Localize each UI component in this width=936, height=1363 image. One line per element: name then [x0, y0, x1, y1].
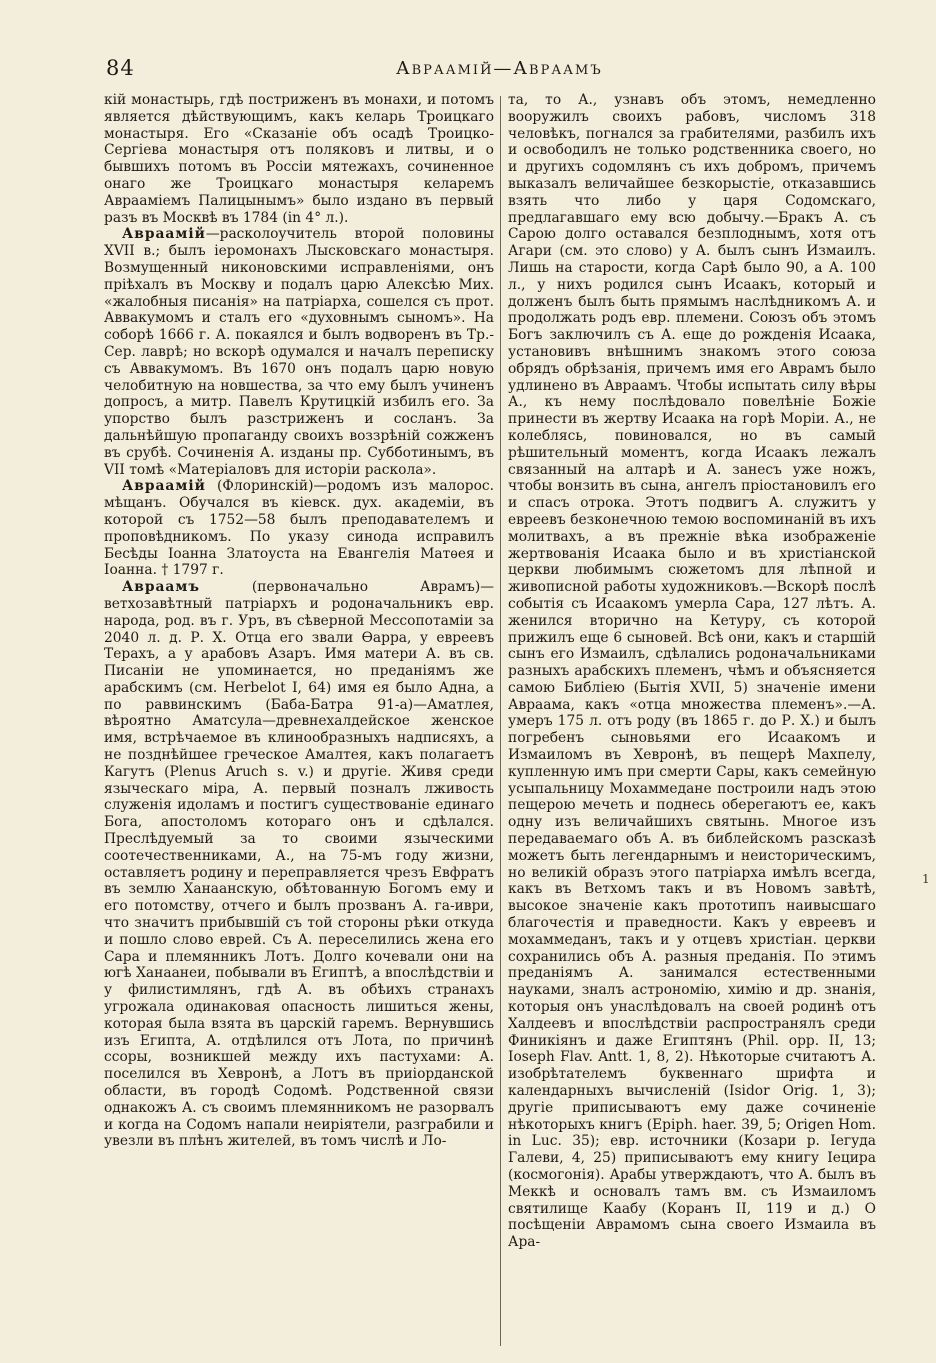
left-column	[104, 92, 494, 1354]
entry-paragraph	[104, 226, 494, 478]
paragraph	[508, 92, 876, 1251]
entry-paragraph	[104, 579, 494, 1150]
paragraph-text: та, то А., узнавъ объ этомъ, немедленно вооружилъ своихъ рабовъ, числомъ 318 человѣкъ, погнался за грабителями, разбилъ ихъ и освободилъ не только родственника своего, но и другихъ содомлянъ съ ихъ добромъ, причемъ выказалъ величайшее безкорыстіе, отказавшись взять что либо у царя Содомскаго, предлагавшаго ему всю добычу.—Бракъ А. съ Сарою долго оставался безплоднымъ, хотя отъ Агари (см. это слово) у А. былъ сынъ Измаилъ. Лишь на старости, когда Сарѣ было 90, а А. 100 л., у нихъ родился сынъ Исаакъ, который и долженъ былъ быть прямымъ наслѣдникомъ А. и продолжать родъ евр. племени. Союзъ объ этомъ Богъ заключилъ съ А. еще до рожденія Исаака, установивъ внѣшнимъ знакомъ этого союза обрядъ обрѣзанія, причемъ имя его Аврамъ было удлинено въ Авраамъ. Чтобы испытать силу вѣры А., къ нему послѣдовало повелѣніе Божіе принести въ жертву Исаака на горѣ Моріи. А., не колеблясь, повиновался, но въ самый рѣшительный моментъ, когда Исаакъ лежалъ связанный на алтарѣ и А. занесъ уже ножъ, чтобы вонзить въ сына, ангелъ пріостановилъ его и спасъ отрока. Этотъ подвигъ А. служитъ у евреевъ безконечною темою воспоминаній въ ихъ молитвахъ, а въ прежніе вѣка изображеніе жертвованія Исаака было и въ христіанской церкви любимымъ сюжетомъ для лѣпной и живописной работы художниковъ.—Вскорѣ послѣ событія съ Исаакомъ умерла Сара, 127 лѣтъ. А. женился вторично на Кетуру, съ которой прижилъ еще 6 сыновей. Всѣ они, какъ и старшій сынъ его Измаилъ, сдѣлались родоначальниками разныхъ арабскихъ племенъ, чѣмъ и объясняется самою Библіею (Бытія XVII, 5) значеніе имени Авраама, какъ «отца множества племенъ».—А. умеръ 175 л. отъ роду (въ 1865 г. до Р. Х.) и былъ погребенъ сыновьями его Исаакомъ и Измаиломъ въ Хевронѣ, въ пещерѣ Махпелу, купленную имъ при смерти Сары, какъ семейную усыпальницу Мохаммедане построили надъ этою пещерою мечеть и поднесь оберегаютъ ее, какъ одну изъ величайшихъ святынь. Многое изъ передаваемаго объ А. въ библейскомъ разсказѣ можетъ быть легендарнымъ и неисторическимъ, но великій образъ этого патріарха имѣлъ всегда, какъ въ Ветхомъ такъ и въ Новомъ завѣтѣ, высокое значеніе какъ прототипъ наивысшаго благочестія и праведности. Какъ у евреевъ и мохаммеданъ, такъ и у отцевъ христіан. церкви сохранились объ А. разныя преданія. По этимъ преданіямъ А. занимался естественными науками, зналъ астрономію, химію и др. знанія, которыя онъ унаслѣдовалъ на своей родинѣ отъ Халдеевъ и впослѣдствіи распространялъ среди Финикіянъ и даже Египтянъ (Phil. opp. II, 13; Ioseph Flav. Antt. 1, 8, 2). Нѣкоторые считаютъ А. изобрѣтателемъ буквеннаго шрифта и календарныхъ вычисленій (Isidor Orig. 1, 3); другіе приписываютъ ему даже сочиненіе нѣкоторыхъ книгъ (Epiph. haer. 39, 5; Origen Hom. in Luc. 35); евр. источники (Козари р. Іегуда Галеви, 4, 25) приписываютъ ему книгу Іецира (космогонія). Арабы утверждаютъ, что А. былъ въ Меккѣ и основалъ тамъ вм. съ Измаиломъ святилище Каабу (Коранъ II, 119 и д.) О посѣщеніи Аврамомъ сына своего Измаила въ Ара-	[508, 92, 876, 1251]
page-number: 84	[106, 56, 135, 80]
entry-text: (первоначально Аврамъ)—ветхозавѣтный патріархъ и родоначальникъ евр. народа, род. въ г. Уръ, въ сѣверной Мессопотаміи за 2040 л. д. Р. Х. Отца его звали Ѳарра, у евреевъ Терахъ, а у арабовъ Азаръ. Имя матери А. въ св. Писаніи не упоминается, но преданіямъ же арабскимъ (см. Herbelot I, 64) имя ея было Адна, а по раввинскимъ (Баба-Батра 91-а)—Аматлея, вѣроятно Аматсула—древнехалдейское женское имя, встрѣчаемое въ клинообразныхъ надписяхъ, а не позднѣйшее греческое Амалтея, какъ полагаетъ Кагутъ (Plenus Aruch s. v.) и другіе. Живя среди языческаго міра, А. первый позналъ лживость служенія идоламъ и постигъ существованіе единаго Бога, апостоломъ котораго онъ и сдѣлался. Преслѣдуемый за то своими языческими соотечественниками, А., на 75-мъ году жизни, оставляетъ родину и переправляется чрезъ Евфратъ въ землю Ханаанскую, обѣтованную Богомъ ему и его потомству, отчего и былъ прозванъ А. га-иври, что значитъ прибывшій съ той стороны рѣки откуда и пошло слово еврей. Съ А. переселились жена его Сара и племянникъ Лотъ. Долго кочевали они на югѣ Ханаанеи, побывали въ Египтѣ, а впослѣдствіи и у филистимлянъ, гдѣ А. въ обѣихъ странахъ угрожала одинаковая опасность лишиться жены, которая была взята въ царскій гаремъ. Вернувшись изъ Египта, А. отдѣлился отъ Лота, по причинѣ ссоры, возникшей между ихъ пастухами: А. поселился въ Хевронѣ, а Лотъ въ приіорданской области, въ городѣ Содомѣ. Родственной связи однакожъ А. съ своимъ племянникомъ не разорвалъ и когда на Содомъ напали неиріятели, разграбили и увезли въ плѣнъ жителей, въ томъ числѣ и Ло-	[104, 579, 494, 1150]
paragraph	[104, 92, 494, 226]
entry-headword: Авраамій	[122, 226, 206, 243]
entry-paragraph	[104, 478, 494, 579]
entry-headword: Авраамій	[122, 478, 206, 495]
right-column	[508, 92, 876, 1354]
column-divider	[500, 96, 501, 1346]
entry-text: —расколоучитель второй половины XVII в.; былъ іеромонахъ Лысковскаго монастыря. Возмущенный никоновскими исправленіями, онъ пріѣхалъ въ Москву и подалъ царю Алексѣю Мих. «жалобныя писанія» на патріарха, сошелся съ прот. Аввакумомъ и сталъ его «духовнымъ сыномъ». На соборѣ 1666 г. А. покаялся и былъ водворенъ въ Тр.-Сер. лаврѣ; но вскорѣ одумался и началъ переписку съ Аввакумомъ. Въ 1670 онъ подалъ царю новую челобитную на новшества, за что ему былъ учиненъ допросъ, а митр. Павелъ Крутицкій избилъ его. За упорство былъ разстриженъ и сосланъ. За дальнѣйшую пропаганду своихъ воззрѣній сожженъ въ срубѣ. Сочиненія А. изданы пр. Субботинымъ, въ VII томѣ «Матеріаловъ для исторіи раскола».	[104, 226, 494, 478]
margin-mark: 1	[922, 872, 930, 886]
paragraph-text: кій монастырь, гдѣ постриженъ въ монахи, и потомъ является дѣйствующимъ, какъ келарь Троицкаго монастыря. Его «Сказаніе объ осадѣ Троицко-Сергіева монастыря отъ поляковъ и литвы, и о бывшихъ потомъ въ Россіи мятежахъ, сочиненное онаго же Троицкаго монастыря келаремъ Авраамiемъ Палицынымъ» было издано въ первый разъ въ Москвѣ въ 1784 (in 4° л.).	[104, 92, 494, 226]
entry-text: (Флоринскій)—родомъ изъ малорос. мѣщанъ. Обучался въ кіевск. дух. академіи, въ которой съ 1752—58 былъ преподавателемъ и проповѣдникомъ. По указу синода исправилъ Бесѣды Іоанна Златоуста на Евангелія Матѳея и Іоанна. † 1797 г.	[104, 478, 494, 579]
entry-headword: Авраамъ	[122, 579, 200, 596]
running-title: Авраамій—Авраамъ	[396, 58, 603, 79]
